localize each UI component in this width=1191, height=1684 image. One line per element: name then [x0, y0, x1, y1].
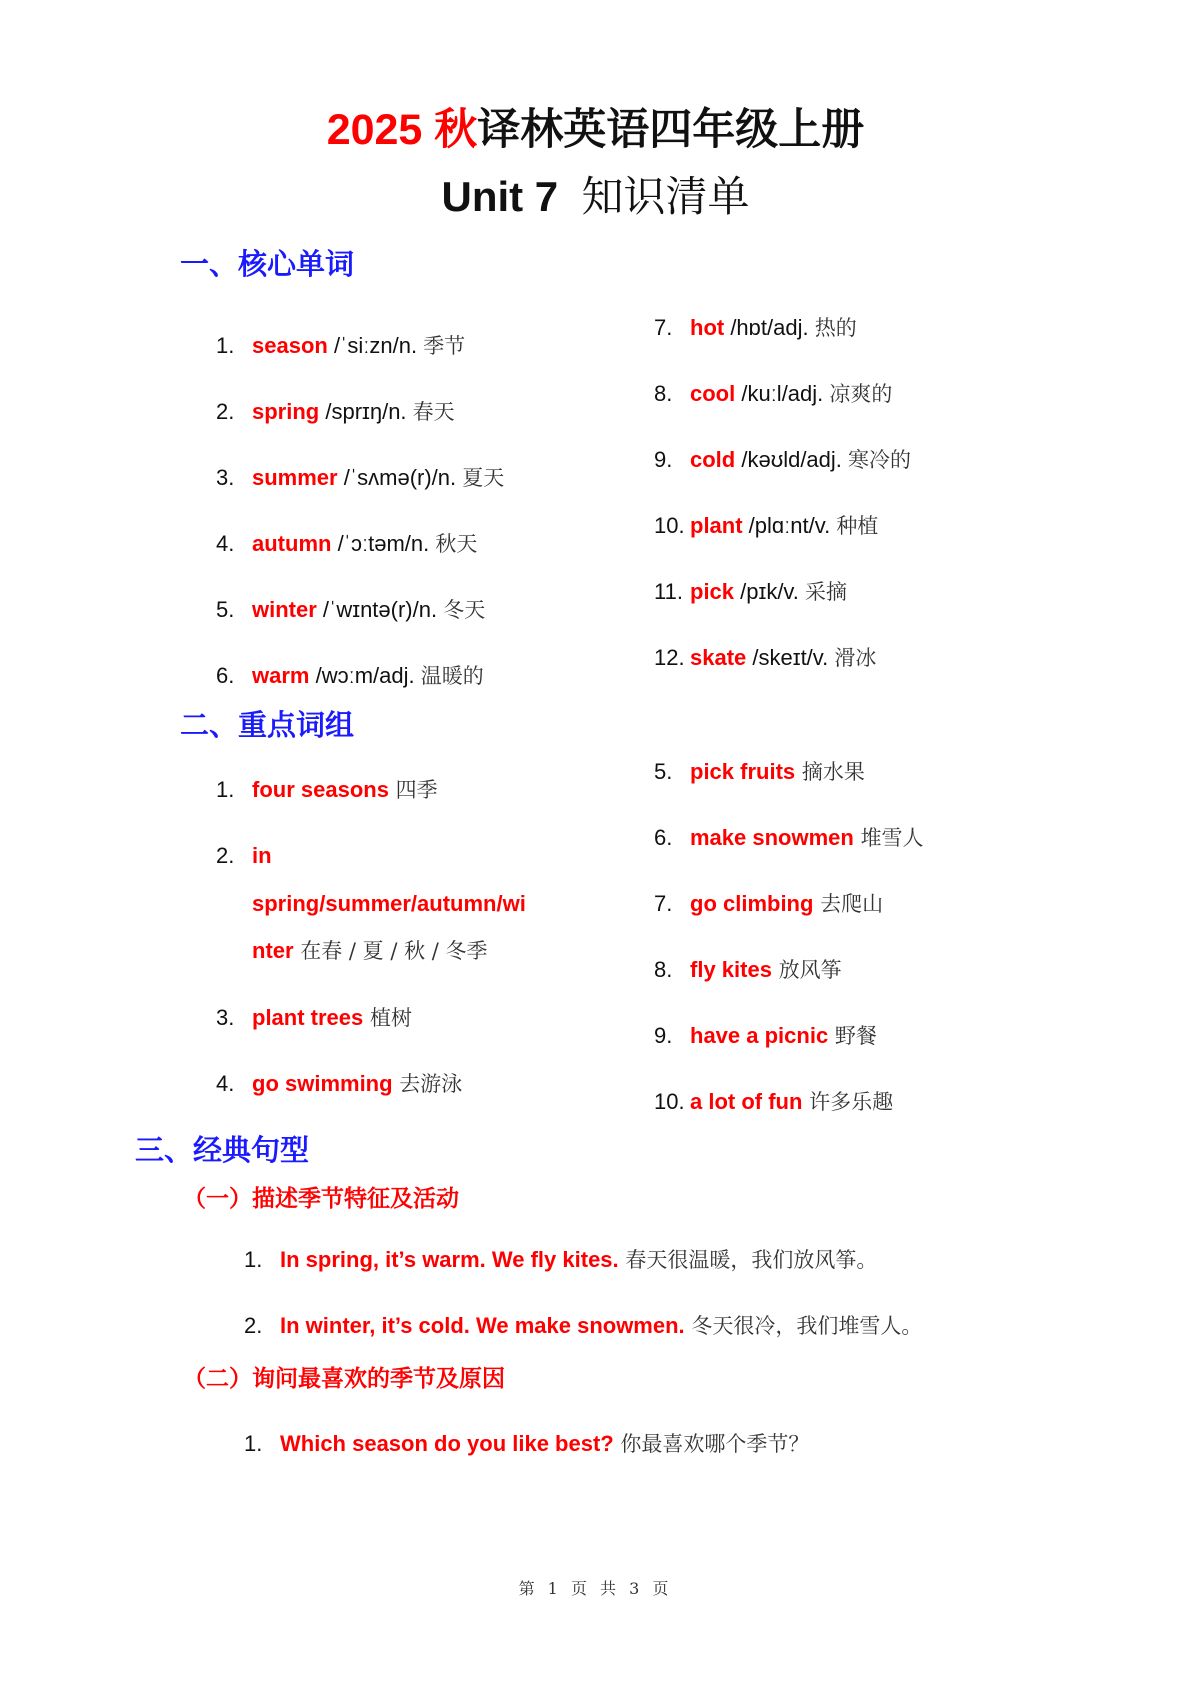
word-item: [216, 531, 477, 557]
word-item: [654, 645, 876, 671]
word-phonetic: /ˈwɪntə(r)/n.: [316, 597, 444, 622]
word-item: [216, 597, 485, 623]
word-phonetic: /hɒt/adj.: [724, 315, 815, 340]
word-item: [654, 579, 847, 605]
phrase-item: [216, 777, 438, 803]
word-item: [216, 333, 465, 359]
document-title: [0, 96, 1191, 157]
word-en: pick: [690, 579, 735, 604]
phrase-cn: 四季: [388, 778, 438, 802]
item-number: 7.: [654, 315, 673, 340]
phrase-cn: 植树: [363, 1006, 412, 1030]
word-en: season: [252, 333, 328, 358]
word-item: [654, 315, 857, 341]
section-heading-sentences: 三、经典句型: [135, 1133, 310, 1167]
item-number: 8.: [654, 381, 673, 406]
page-footer: 第 1 页 共 3 页: [518, 1579, 673, 1598]
phrase-item: [216, 1005, 412, 1031]
item-number: 11.: [654, 579, 683, 604]
sentence-cn: 冬天很冷，我们堆雪人。: [684, 1314, 923, 1338]
word-phonetic: /sprɪŋ/n.: [319, 399, 413, 424]
phrase-cn: 去爬山: [813, 892, 884, 916]
word-cn: 季节: [423, 334, 466, 358]
word-cn: 热的: [814, 316, 857, 340]
item-number: 10.: [654, 513, 685, 538]
sentence-item: [244, 1431, 809, 1457]
phrase-en: a lot of fun: [690, 1089, 803, 1114]
phrase-item: [654, 1089, 893, 1115]
section-heading-phrases: 二、重点词组: [180, 708, 355, 742]
word-cn: 秋天: [435, 532, 478, 556]
phrase-item-continued: [252, 891, 526, 917]
word-cn: 春天: [412, 400, 455, 424]
sentence-en: In winter, it’s cold. We make snowmen.: [280, 1313, 685, 1338]
phrase-en: pick fruits: [690, 759, 796, 784]
item-number: 12.: [654, 645, 685, 670]
section-heading-words: 一、核心单词: [180, 247, 355, 281]
item-number: 1.: [244, 1247, 263, 1272]
sentence-en: Which season do you like best?: [280, 1431, 614, 1456]
word-cn: 寒冷的: [848, 448, 912, 472]
word-en: summer: [252, 465, 338, 490]
phrase-en: plant trees: [252, 1005, 364, 1030]
subtitle-cn: 知识清单: [581, 172, 750, 221]
phrase-cn: 放风筝: [771, 958, 842, 982]
word-cn: 种植: [836, 514, 879, 538]
phrase-item-continued: [252, 938, 488, 964]
phrase-en: in: [252, 843, 272, 868]
phrase-cn: 野餐: [828, 1024, 877, 1048]
phrase-en: spring/summer/autumn/wi: [252, 891, 526, 916]
item-number: 6.: [216, 663, 235, 688]
phrase-en: have a picnic: [690, 1023, 829, 1048]
word-item: [216, 663, 484, 689]
word-phonetic: /ˈsiːzn/n.: [327, 333, 424, 358]
word-en: hot: [690, 315, 725, 340]
word-cn: 冬天: [443, 598, 486, 622]
document-subtitle: [0, 164, 1191, 224]
word-cn: 滑冰: [834, 646, 877, 670]
word-en: autumn: [252, 531, 332, 556]
sentence-item: [244, 1247, 877, 1273]
item-number: 4.: [216, 1071, 235, 1096]
item-number: 5.: [216, 597, 235, 622]
word-item: [654, 381, 892, 407]
title-text: 译林英语四年级上册: [477, 106, 865, 154]
item-number: 2.: [216, 399, 235, 424]
word-en: plant: [690, 513, 743, 538]
subsection-heading-favorite: （二）询问最喜欢的季节及原因: [183, 1366, 505, 1392]
phrase-item: [216, 843, 272, 869]
word-phonetic: /pɪk/v.: [734, 579, 806, 604]
word-cn: 凉爽的: [829, 382, 893, 406]
phrase-en: make snowmen: [690, 825, 854, 850]
sentence-item: [244, 1313, 922, 1339]
word-item: [654, 513, 878, 539]
item-number: 10.: [654, 1089, 685, 1114]
word-item: [216, 399, 455, 425]
subsection-heading-describe: （一）描述季节特征及活动: [183, 1186, 459, 1212]
item-number: 9.: [654, 1023, 673, 1048]
phrase-en: go climbing: [690, 891, 814, 916]
phrase-item: [654, 957, 842, 983]
item-number: 3.: [216, 1005, 235, 1030]
item-number: 1.: [216, 777, 235, 802]
phrase-cn: 去游泳: [392, 1072, 463, 1096]
phrase-en: fly kites: [690, 957, 772, 982]
sentence-cn: 你最喜欢哪个季节？: [613, 1432, 810, 1456]
word-phonetic: /ˈɔːtəm/n.: [331, 531, 436, 556]
item-number: 8.: [654, 957, 673, 982]
phrase-en: go swimming: [252, 1071, 393, 1096]
word-phonetic: /skeɪt/v.: [746, 645, 835, 670]
word-phonetic: /kəʊld/adj.: [735, 447, 849, 472]
item-number: 1.: [244, 1431, 263, 1456]
word-en: warm: [252, 663, 310, 688]
title-year: 2025 秋: [326, 106, 478, 154]
sentence-en: In spring, it’s warm. We fly kites.: [280, 1247, 619, 1272]
sentence-cn: 春天很温暖，我们放风筝。: [618, 1248, 878, 1272]
phrase-item: [654, 1023, 877, 1049]
item-number: 3.: [216, 465, 235, 490]
item-number: 1.: [216, 333, 235, 358]
phrase-cn: 堆雪人: [853, 826, 924, 850]
word-en: winter: [252, 597, 317, 622]
word-cn: 采摘: [805, 580, 848, 604]
word-en: cool: [690, 381, 736, 406]
item-number: 6.: [654, 825, 673, 850]
item-number: 2.: [216, 843, 235, 868]
word-item: [654, 447, 911, 473]
phrase-cn: 摘水果: [795, 760, 865, 784]
phrase-en: nter: [252, 938, 294, 963]
phrase-en: four seasons: [252, 777, 389, 802]
phrase-item: [654, 825, 924, 851]
word-en: cold: [690, 447, 736, 472]
word-en: skate: [690, 645, 747, 670]
phrase-cn: 许多乐趣: [802, 1090, 894, 1114]
item-number: 4.: [216, 531, 235, 556]
word-phonetic: /wɔːm/adj.: [309, 663, 421, 688]
item-number: 5.: [654, 759, 673, 784]
word-phonetic: /plɑːnt/v.: [742, 513, 837, 538]
word-cn: 夏天: [462, 466, 505, 490]
phrase-cn: 在春 / 夏 / 秋 / 冬季: [293, 939, 488, 963]
phrase-item: [654, 891, 883, 917]
item-number: 2.: [244, 1313, 263, 1338]
word-en: spring: [252, 399, 320, 424]
item-number: 9.: [654, 447, 673, 472]
item-number: 7.: [654, 891, 673, 916]
word-item: [216, 465, 504, 491]
word-cn: 温暖的: [420, 664, 484, 688]
word-phonetic: /ˈsʌmə(r)/n.: [337, 465, 463, 490]
phrase-item: [216, 1071, 462, 1097]
subtitle-unit: Unit 7: [441, 173, 559, 220]
phrase-item: [654, 759, 865, 785]
word-phonetic: /kuːl/adj.: [735, 381, 830, 406]
